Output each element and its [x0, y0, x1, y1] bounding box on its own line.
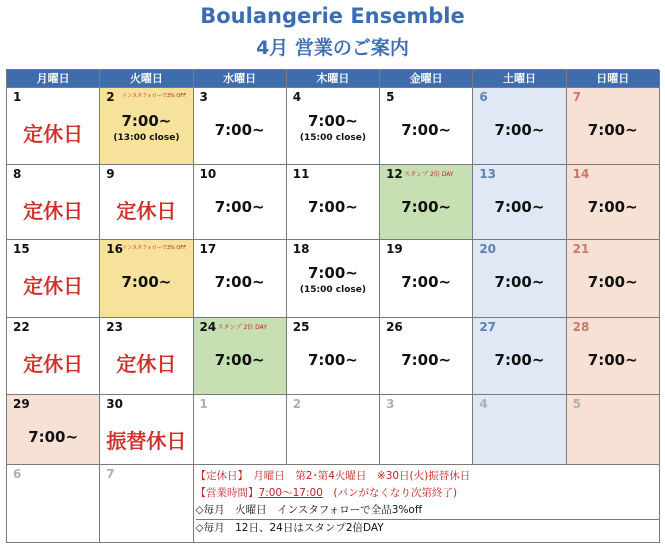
day-number: 4: [292, 90, 302, 104]
insta-note: インスタフォローで3% OFF: [122, 245, 187, 251]
day-cell-24: [194, 318, 287, 395]
transfer-closed-label: 振替休日: [106, 429, 187, 453]
closed-label: 定休日: [116, 352, 177, 376]
weekday-header-fri: 金曜日: [380, 70, 473, 88]
next-month-cell-2: [287, 395, 380, 465]
day-cell-30: [100, 395, 193, 465]
day-number: 30: [106, 397, 123, 411]
close-time-note: (13:00 close): [113, 133, 180, 143]
day-number: 14: [572, 167, 590, 181]
day-number: 11: [292, 167, 310, 181]
open-time: 7:00~: [494, 121, 545, 139]
day-cell-17: [194, 240, 287, 318]
day-number: 16: [106, 242, 123, 256]
day-number: 2: [292, 397, 302, 411]
next-month-cell-1: [194, 395, 287, 465]
day-cell-20: [473, 240, 566, 318]
open-time: 7:00~: [121, 112, 172, 130]
day-number: 1: [13, 90, 22, 104]
open-time: 7:00~: [214, 121, 265, 139]
day-number: 20: [479, 242, 497, 256]
day-number: 22: [13, 320, 30, 334]
weekday-header-sat: 土曜日: [473, 70, 566, 88]
closed-label: 定休日: [23, 352, 84, 376]
day-cell-25: [287, 318, 380, 395]
day-number: 25: [292, 320, 310, 334]
next-month-cell-7: [100, 465, 193, 543]
day-number: 24: [199, 320, 217, 334]
day-number: 13: [479, 167, 497, 181]
day-number: 10: [199, 167, 217, 181]
day-number: 1: [199, 397, 208, 411]
insta-note: インスタフォローで3% OFF: [122, 93, 187, 99]
closed-label: 定休日: [116, 199, 177, 223]
day-number: 3: [386, 397, 395, 411]
weekday-header-tue: 火曜日: [100, 70, 193, 88]
open-time: 7:00~: [307, 198, 358, 216]
open-time: 7:00~: [401, 273, 452, 291]
day-number: 19: [386, 242, 403, 256]
day-number: 21: [572, 242, 590, 256]
day-number: 2: [106, 90, 115, 104]
next-month-cell-4: [473, 395, 566, 465]
day-cell-16: [100, 240, 193, 318]
open-time: 7:00~: [401, 121, 452, 139]
next-month-cell-5: [567, 395, 660, 465]
day-cell-14: [567, 165, 660, 240]
open-time: 7:00~: [307, 112, 358, 130]
day-cell-11: [287, 165, 380, 240]
day-number: 26: [386, 320, 403, 334]
next-month-cell-3: [380, 395, 473, 465]
day-cell-21: [567, 240, 660, 318]
day-cell-23: [100, 318, 193, 395]
open-time: 7:00~: [28, 428, 79, 446]
day-cell-2: [100, 88, 193, 165]
calendar-title: 4月 営業のご案内: [256, 37, 409, 59]
open-time: 7:00~: [307, 264, 358, 282]
day-cell-12: [380, 165, 473, 240]
day-cell-29: [7, 395, 100, 465]
closed-label: 定休日: [23, 122, 84, 146]
calendar-grid: [6, 69, 659, 543]
open-time: 7:00~: [587, 273, 638, 291]
hours-note: (パンがなくなり次第終了): [322, 487, 458, 499]
open-time: 7:00~: [401, 351, 452, 369]
open-time: 7:00~: [587, 351, 638, 369]
close-time-note: (15:00 close): [299, 285, 366, 295]
weekday-header-sun: 日曜日: [567, 70, 660, 88]
store-name: Boulangerie Ensemble: [200, 4, 465, 28]
day-number: 6: [479, 90, 488, 104]
day-number: 8: [13, 167, 22, 181]
closed-days-info: 【定休日】 月曜日 第2･第4火曜日 ※30日(火)振替休日: [195, 470, 471, 482]
day-cell-15: [7, 240, 100, 318]
day-cell-7: [567, 88, 660, 165]
day-number: 18: [292, 242, 310, 256]
weekday-header-wed: 水曜日: [194, 70, 287, 88]
day-cell-19: [380, 240, 473, 318]
day-cell-4: [287, 88, 380, 165]
day-cell-26: [380, 318, 473, 395]
day-cell-13: [473, 165, 566, 240]
day-number: 5: [386, 90, 395, 104]
closed-label: 定休日: [23, 199, 84, 223]
day-cell-6: [473, 88, 566, 165]
hours-label: 【営業時間】: [195, 487, 259, 499]
stamp-note: スタンプ 2倍 DAY: [217, 324, 267, 331]
day-number: 27: [479, 320, 497, 334]
day-cell-9: [100, 165, 193, 240]
open-time: 7:00~: [214, 273, 265, 291]
day-number: 29: [13, 397, 30, 411]
day-number: 6: [13, 467, 22, 481]
day-number: 3: [199, 90, 208, 104]
day-cell-22: [7, 318, 100, 395]
day-number: 28: [572, 320, 590, 334]
day-cell-3: [194, 88, 287, 165]
day-cell-8: [7, 165, 100, 240]
day-number: 15: [13, 242, 30, 256]
weekday-header-thu: 木曜日: [287, 70, 380, 88]
open-time: 7:00~: [401, 198, 452, 216]
closed-label: 定休日: [23, 274, 84, 298]
day-cell-18: [287, 240, 380, 318]
day-cell-5: [380, 88, 473, 165]
open-time: 7:00~: [214, 351, 265, 369]
day-cell-1: [7, 88, 100, 165]
business-hours-info: [196, 485, 659, 502]
day-number: 17: [199, 242, 217, 256]
weekday-header-mon: 月曜日: [7, 70, 100, 88]
day-number: 23: [106, 320, 123, 334]
day-number: 5: [572, 397, 581, 411]
day-number: 4: [479, 397, 488, 411]
open-time: 7:00~: [494, 273, 545, 291]
insta-info: ◇毎月 火曜日 インスタフォローで全品3%off: [196, 502, 659, 520]
open-time: 7:00~: [121, 273, 172, 291]
open-time: 7:00~: [307, 351, 358, 369]
day-number: 7: [572, 90, 581, 104]
open-time: 7:00~: [214, 198, 265, 216]
stamp-info: ◇毎月 12日、24日はスタンプ2倍DAY: [195, 522, 384, 534]
hours-value: 7:00～17:00: [258, 487, 323, 499]
close-time-note: (15:00 close): [299, 133, 366, 143]
open-time: 7:00~: [494, 351, 545, 369]
next-month-cell-6: [7, 465, 100, 543]
day-number: 9: [106, 167, 115, 181]
open-time: 7:00~: [587, 121, 638, 139]
day-cell-28: [567, 318, 660, 395]
stamp-note: スタンプ 2倍 DAY: [404, 171, 454, 178]
day-number: 12: [386, 167, 403, 181]
day-cell-10: [194, 165, 287, 240]
info-box: [194, 465, 660, 543]
open-time: 7:00~: [587, 198, 638, 216]
day-number: 7: [106, 467, 115, 481]
open-time: 7:00~: [494, 198, 545, 216]
day-cell-27: [473, 318, 566, 395]
